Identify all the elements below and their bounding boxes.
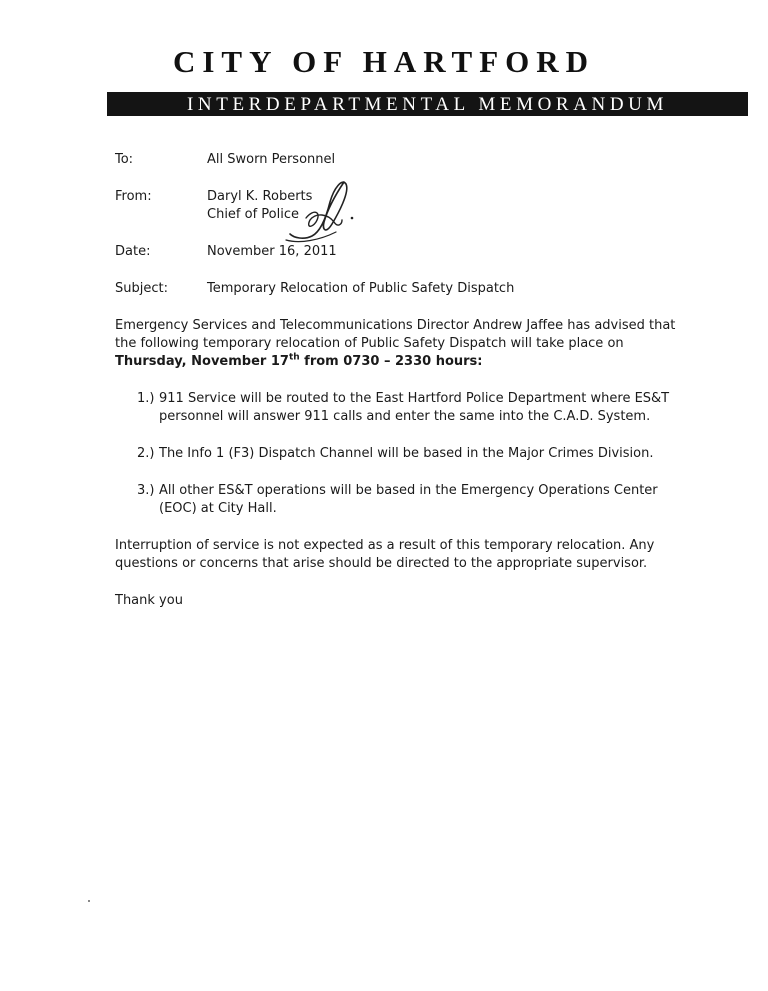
to-value: All Sworn Personnel <box>207 152 336 167</box>
to-label: To: <box>115 152 134 167</box>
closing-line-2: questions or concerns that arise should be directed to the appropriate supervisor. <box>115 556 648 571</box>
list-item-number: 3.) <box>137 483 155 498</box>
list-item-line: The Info 1 (F3) Dispatch Channel will be based in the Major Crimes Division. <box>159 446 654 461</box>
handwritten-signature <box>276 178 360 248</box>
city-title: CITY OF HARTFORD <box>172 44 596 79</box>
date-value: November 16, 2011 <box>207 244 337 259</box>
intro-line-2: the following temporary relocation of Public Safety Dispatch will take place on <box>115 336 624 351</box>
list-item-line: (EOC) at City Hall. <box>159 501 277 516</box>
intro-time-text: from 0730 – 2330 hours: <box>299 354 483 369</box>
memo-type-text: INTERDEPARTMENTAL MEMORANDUM <box>187 94 668 115</box>
list-item-line: 911 Service will be routed to the East Hartford Police Department where ES&T <box>159 391 670 406</box>
intro-line-1: Emergency Services and Telecommunications Director Andrew Jaffee has advised that <box>115 318 676 333</box>
closing-line-1: Interruption of service is not expected as a result of this temporary relocation. Any <box>115 538 655 553</box>
list-item-number: 2.) <box>137 446 155 461</box>
intro-date-suffix: th <box>288 352 300 363</box>
from-name: Daryl K. Roberts <box>207 189 313 204</box>
scan-speck <box>88 900 90 902</box>
list-item-line: personnel will answer 911 calls and enter the same into the C.A.D. System. <box>159 409 651 424</box>
intro-date-text: Thursday, November 17 <box>115 354 289 369</box>
date-label: Date: <box>115 244 151 259</box>
signoff: Thank you <box>115 593 183 608</box>
list-item-line: All other ES&T operations will be based in the Emergency Operations Center <box>159 483 658 498</box>
memo-type-banner <box>107 92 748 116</box>
from-label: From: <box>115 189 152 204</box>
intro-date-line <box>115 353 655 371</box>
from-title: Chief of Police <box>207 207 299 222</box>
list-item-number: 1.) <box>137 391 155 406</box>
subject-value: Temporary Relocation of Public Safety Dispatch <box>207 281 515 296</box>
subject-label: Subject: <box>115 281 168 296</box>
